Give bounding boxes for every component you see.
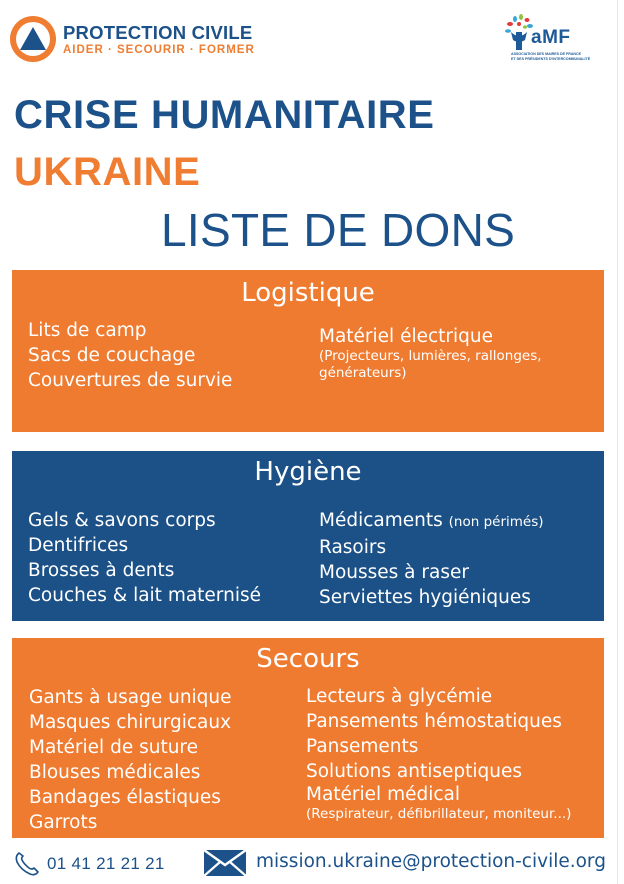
envelope-icon — [204, 850, 246, 876]
list-item: Brosses à dents — [28, 560, 175, 581]
title-crise-humanitaire: CRISE HUMANITAIRE — [14, 93, 435, 137]
list-item: Matériel de suture — [29, 737, 199, 758]
item-note: (non périmés) — [448, 514, 544, 530]
column-right — [319, 326, 542, 382]
column-right — [306, 684, 571, 823]
org-name: PROTECTION CIVILE — [63, 22, 253, 43]
item-note: générateurs) — [319, 365, 407, 381]
contact-footer — [0, 842, 624, 884]
list-item: Serviettes hygiéniques — [319, 587, 531, 608]
email-link[interactable]: mission.ukraine@protection-civile.org — [256, 851, 606, 872]
amf-subtitle-line2: ET DES PRÉSIDENTS D'INTERCOMMUNALITÉ — [511, 56, 591, 61]
list-item — [319, 508, 544, 535]
list-item: Rasoirs — [319, 537, 387, 558]
list-item: Pansements — [306, 736, 419, 757]
phone-icon — [14, 850, 44, 878]
list-item: Couvertures de survie — [28, 370, 233, 391]
list-item: Pansements hémostatiques — [306, 711, 562, 732]
list-item: Lits de camp — [28, 320, 147, 341]
item-note: (Projecteurs, lumières, rallonges, — [319, 348, 542, 364]
amf-subtitle-line1: ASSOCIATION DES MAIRES DE FRANCE — [511, 52, 582, 56]
column-left — [28, 318, 232, 393]
list-item: Garrots — [29, 812, 98, 833]
list-item: Gants à usage unique — [29, 687, 232, 708]
amf-subtitle — [511, 52, 603, 61]
protection-civile-emblem-icon — [10, 16, 56, 62]
list-item: Blouses médicales — [29, 762, 201, 783]
list-item: Matériel médical — [306, 784, 461, 805]
list-item: Couches & lait maternisé — [28, 585, 261, 606]
list-item: Sacs de couchage — [28, 345, 196, 366]
section-hygiene — [12, 451, 604, 621]
column-right — [319, 508, 544, 610]
list-item: Gels & savons corps — [28, 510, 216, 531]
title-ukraine: UKRAINE — [14, 150, 201, 194]
section-title: Logistique — [241, 278, 375, 308]
list-item: Masques chirurgicaux — [29, 712, 232, 733]
item-label: Médicaments — [319, 510, 443, 531]
scan-edge-line — [617, 0, 618, 884]
list-item: Bandages élastiques — [29, 787, 221, 808]
column-left — [29, 685, 232, 835]
section-title: Hygiène — [254, 457, 362, 487]
section-title: Secours — [256, 644, 360, 674]
section-secours — [12, 638, 604, 838]
list-item: Lecteurs à glycémie — [306, 686, 493, 707]
column-left — [28, 508, 261, 608]
amf-logo — [505, 14, 601, 64]
list-item: Mousses à raser — [319, 562, 469, 583]
list-item: Matériel électrique — [319, 326, 494, 347]
title-liste-de-dons: LISTE DE DONS — [161, 204, 516, 256]
list-item: Solutions antiseptiques — [306, 761, 522, 782]
list-item: Dentifrices — [28, 535, 129, 556]
org-tagline: AIDER · SECOURIR · FORMER — [63, 44, 255, 56]
phone-number[interactable]: 01 41 21 21 21 — [47, 854, 165, 873]
item-note: (Respirateur, défibrillateur, moniteur...) — [306, 806, 572, 822]
protection-civile-logo — [10, 16, 270, 66]
section-logistique — [12, 270, 604, 432]
amf-name: aMF — [531, 27, 571, 48]
